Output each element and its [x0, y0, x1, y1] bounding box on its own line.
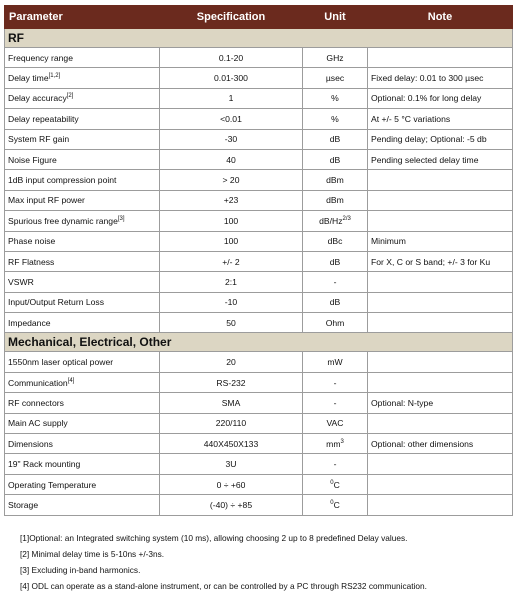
- header-specification: Specification: [160, 6, 303, 29]
- parameter-cell: [5, 454, 160, 474]
- note-cell: [368, 272, 513, 292]
- table-row: [5, 434, 513, 454]
- table-row: [5, 190, 513, 210]
- table-row: [5, 292, 513, 312]
- table-row: [5, 495, 513, 515]
- parameter-cell: [5, 48, 160, 68]
- unit-text: %: [331, 113, 339, 124]
- parameter-name: Delay time: [8, 73, 49, 84]
- unit-cell: [303, 372, 368, 392]
- unit-text: -: [333, 377, 337, 388]
- table-row: [5, 231, 513, 251]
- parameter-cell: [5, 211, 160, 231]
- unit-text: mm: [326, 438, 341, 449]
- specification-cell: 1: [160, 88, 303, 108]
- table-row: [5, 352, 513, 372]
- parameter-cell: [5, 251, 160, 271]
- footnote-ref: [4]: [67, 377, 75, 384]
- parameter-cell: [5, 88, 160, 108]
- table-row: [5, 109, 513, 129]
- table-row: [5, 313, 513, 333]
- footnotes: [20, 530, 520, 594]
- parameter-cell: [5, 170, 160, 190]
- specification-cell: 20: [160, 352, 303, 372]
- table-row: [5, 372, 513, 392]
- parameter-cell: [5, 352, 160, 372]
- specification-cell: +23: [160, 190, 303, 210]
- unit-text: %: [331, 93, 339, 104]
- note-cell: Optional: 0.1% for long delay: [368, 88, 513, 108]
- specification-cell: 100: [160, 211, 303, 231]
- unit-text: dB: [329, 134, 341, 145]
- unit-text: dBc: [327, 236, 343, 247]
- footnote-ref: [3]: [117, 215, 125, 222]
- note-cell: Pending delay; Optional: -5 db: [368, 129, 513, 149]
- specification-cell: 2:1: [160, 272, 303, 292]
- table-row: [5, 149, 513, 169]
- unit-superscript: 3: [340, 438, 344, 445]
- parameter-cell: [5, 109, 160, 129]
- table-row: [5, 48, 513, 68]
- table-row: [5, 129, 513, 149]
- parameter-cell: [5, 313, 160, 333]
- table-row: [5, 393, 513, 413]
- unit-cell: [303, 88, 368, 108]
- footnote: [2] Minimal delay time is 5-10ns +/-3ns.: [20, 549, 165, 559]
- table-row: [5, 474, 513, 494]
- parameter-name: Dimensions: [8, 438, 53, 449]
- table-row: [5, 211, 513, 231]
- table-body: [5, 29, 513, 516]
- specification-cell: (-40) ÷ +85: [160, 495, 303, 515]
- footnote-ref: [1,2]: [48, 73, 61, 80]
- note-cell: [368, 211, 513, 231]
- note-cell: [368, 474, 513, 494]
- unit-cell: [303, 474, 368, 494]
- table-row: [5, 272, 513, 292]
- note-cell: [368, 190, 513, 210]
- unit-superscript: 0: [330, 500, 334, 507]
- note-cell: Optional: other dimensions: [368, 434, 513, 454]
- unit-text: mW: [327, 357, 343, 368]
- specification-cell: 50: [160, 313, 303, 333]
- section-title: Mechanical, Electrical, Other: [5, 333, 513, 352]
- specification-cell: -10: [160, 292, 303, 312]
- parameter-name: 19" Rack mounting: [8, 459, 81, 470]
- specification-cell: 0.1-20: [160, 48, 303, 68]
- parameter-name: Spurious free dynamic range: [8, 215, 118, 226]
- table-row: [5, 170, 513, 190]
- unit-cell: [303, 170, 368, 190]
- parameter-name: Phase noise: [8, 236, 56, 247]
- unit-text: dBm: [326, 175, 344, 186]
- unit-text: -: [333, 459, 337, 470]
- parameter-cell: [5, 495, 160, 515]
- unit-text: VAC: [326, 418, 344, 429]
- unit-text: dB: [329, 256, 341, 267]
- unit-text: GHz: [326, 52, 344, 63]
- parameter-cell: [5, 129, 160, 149]
- note-cell: [368, 372, 513, 392]
- unit-text: -: [333, 276, 337, 287]
- unit-cell: [303, 48, 368, 68]
- section-row: [5, 29, 513, 48]
- footnote: [3] Excluding in-band harmonics.: [20, 565, 141, 575]
- specification-cell: 440X450X133: [160, 434, 303, 454]
- unit-cell: [303, 129, 368, 149]
- unit-cell: [303, 211, 368, 231]
- specification-cell: RS-232: [160, 372, 303, 392]
- unit-cell: [303, 495, 368, 515]
- unit-text: dB: [329, 154, 341, 165]
- unit-cell: [303, 272, 368, 292]
- unit-cell: [303, 413, 368, 433]
- specification-cell: -30: [160, 129, 303, 149]
- note-cell: [368, 313, 513, 333]
- note-cell: [368, 454, 513, 474]
- parameter-name: RF Flatness: [8, 256, 55, 267]
- header-parameter: Parameter: [5, 6, 160, 29]
- specification-cell: 40: [160, 149, 303, 169]
- note-cell: [368, 413, 513, 433]
- parameter-name: Main AC supply: [8, 418, 68, 429]
- parameter-name: 1dB input compression point: [8, 175, 117, 186]
- parameter-name: System RF gain: [8, 134, 70, 145]
- parameter-name: Storage: [8, 499, 39, 510]
- unit-cell: [303, 454, 368, 474]
- unit-cell: [303, 68, 368, 88]
- parameter-name: RF connectors: [8, 397, 64, 408]
- unit-cell: [303, 149, 368, 169]
- parameter-name: Frequency range: [8, 52, 73, 63]
- unit-cell: [303, 231, 368, 251]
- parameter-cell: [5, 231, 160, 251]
- parameter-name: Noise Figure: [8, 154, 57, 165]
- parameter-name: Input/Output Return Loss: [8, 297, 105, 308]
- unit-text: C: [333, 479, 340, 490]
- unit-cell: [303, 190, 368, 210]
- note-cell: [368, 48, 513, 68]
- note-cell: Minimum: [368, 231, 513, 251]
- specification-cell: > 20: [160, 170, 303, 190]
- note-cell: Fixed delay: 0.01 to 300 µsec: [368, 68, 513, 88]
- parameter-name: Max input RF power: [8, 195, 85, 206]
- parameter-name: Operating Temperature: [8, 479, 97, 490]
- specification-cell: +/- 2: [160, 251, 303, 271]
- note-cell: [368, 292, 513, 312]
- specification-cell: 0.01-300: [160, 68, 303, 88]
- unit-cell: [303, 393, 368, 413]
- parameter-name: VSWR: [8, 276, 34, 287]
- table-header-row: [5, 6, 513, 29]
- unit-text: dBm: [326, 195, 344, 206]
- parameter-cell: [5, 474, 160, 494]
- parameter-name: 1550nm laser optical power: [8, 357, 114, 368]
- parameter-cell: [5, 190, 160, 210]
- unit-cell: [303, 434, 368, 454]
- unit-cell: [303, 109, 368, 129]
- table-row: [5, 68, 513, 88]
- specification-cell: 0 ÷ +60: [160, 474, 303, 494]
- specification-cell: 220/110: [160, 413, 303, 433]
- section-title: RF: [5, 29, 513, 48]
- table-row: [5, 413, 513, 433]
- parameter-name: Impedance: [8, 317, 51, 328]
- parameter-cell: [5, 372, 160, 392]
- footnote: [4] ODL can operate as a stand-alone instrument, or can be controlled by a PC through RS232 communication.: [20, 581, 427, 591]
- note-cell: At +/- 5 °C variations: [368, 109, 513, 129]
- parameter-cell: [5, 68, 160, 88]
- specification-cell: SMA: [160, 393, 303, 413]
- footnote: [1]Optional: an Integrated switching system (10 ms), allowing choosing 2 up to 8 predefined Delay values.: [20, 533, 408, 543]
- footnote-ref: [2]: [66, 93, 74, 100]
- unit-text: dB: [329, 297, 341, 308]
- table-row: [5, 454, 513, 474]
- spec-table: [4, 5, 513, 516]
- unit-cell: [303, 313, 368, 333]
- parameter-cell: [5, 413, 160, 433]
- unit-superscript: 0: [330, 479, 334, 486]
- section-row: [5, 333, 513, 352]
- note-cell: [368, 352, 513, 372]
- note-cell: Optional: N-type: [368, 393, 513, 413]
- parameter-cell: [5, 272, 160, 292]
- header-unit: Unit: [303, 6, 368, 29]
- unit-text: C: [333, 499, 340, 510]
- specification-cell: 100: [160, 231, 303, 251]
- note-cell: Pending selected delay time: [368, 149, 513, 169]
- unit-superscript: 2/3: [342, 215, 351, 222]
- note-cell: [368, 495, 513, 515]
- parameter-cell: [5, 393, 160, 413]
- unit-cell: [303, 352, 368, 372]
- note-cell: [368, 170, 513, 190]
- parameter-cell: [5, 434, 160, 454]
- table-row: [5, 88, 513, 108]
- unit-text: µsec: [325, 73, 345, 84]
- header-note: Note: [368, 6, 513, 29]
- unit-cell: [303, 251, 368, 271]
- unit-text: dB/Hz: [319, 215, 343, 226]
- parameter-cell: [5, 149, 160, 169]
- table-row: [5, 251, 513, 271]
- parameter-name: Communication: [8, 377, 68, 388]
- parameter-name: Delay repeatability: [8, 113, 79, 124]
- parameter-name: Delay accuracy: [8, 93, 67, 104]
- unit-text: Ohm: [325, 317, 345, 328]
- specification-cell: 3U: [160, 454, 303, 474]
- unit-text: -: [333, 397, 337, 408]
- unit-cell: [303, 292, 368, 312]
- note-cell: For X, C or S band; +/- 3 for Ku: [368, 251, 513, 271]
- specification-cell: <0.01: [160, 109, 303, 129]
- parameter-cell: [5, 292, 160, 312]
